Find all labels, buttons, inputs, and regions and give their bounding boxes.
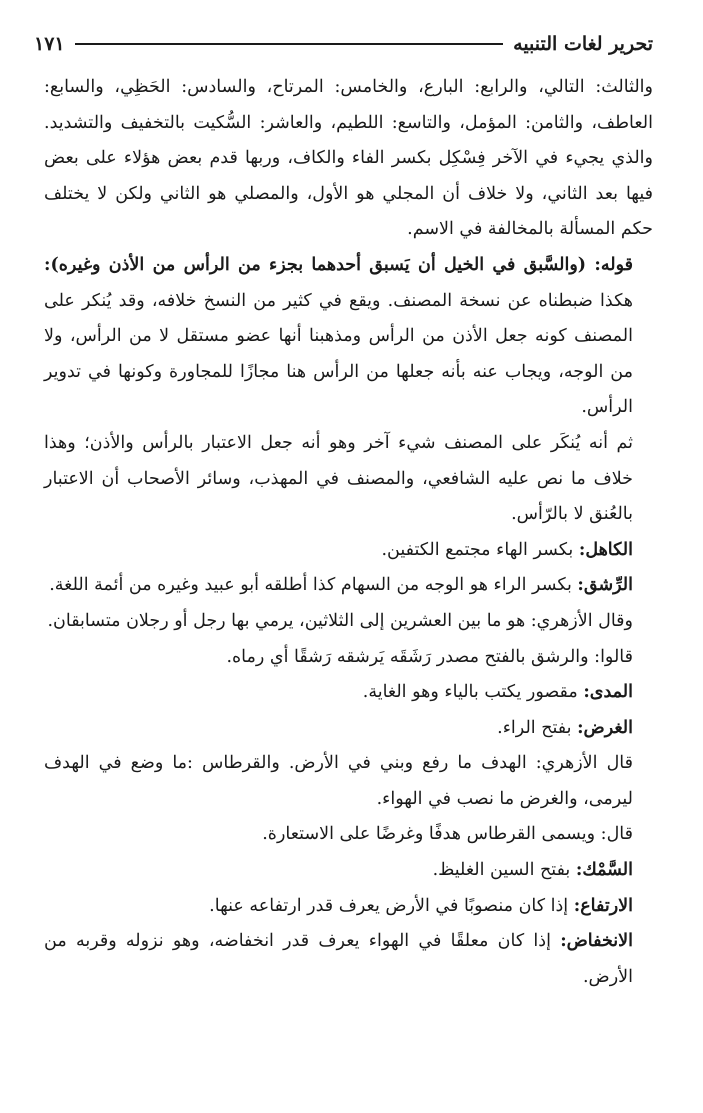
entry-definition: إذا كان منصوبًا في الأرض يعرف قدر ارتفاعه عنها. xyxy=(209,895,574,916)
paragraph-qalu: قالوا: والرشق بالفتح مصدر رَشَقَه يَرشقه رَشقًا أي رماه. xyxy=(226,646,633,667)
entry-term: الارتفاع: xyxy=(573,895,633,916)
entry-definition: إذا كان معلقًا في الهواء يعرف قدر انخفاضه، وهو نزوله وقربه من الأرض. xyxy=(44,931,633,987)
book-title: تحرير لغات التنبيه xyxy=(513,33,653,55)
entry-definition: مقصور يكتب بالياء وهو الغاية. xyxy=(362,682,584,703)
entry-definition: بفتح الراء. xyxy=(497,717,578,738)
page-number: ١٧١ xyxy=(34,33,65,55)
running-header xyxy=(34,26,653,62)
page-body xyxy=(44,70,653,995)
entry-mada xyxy=(44,675,653,711)
header-rule xyxy=(75,43,504,45)
entry-samk xyxy=(44,853,653,889)
paragraph-2 xyxy=(44,248,653,426)
entry-term: الغرض: xyxy=(577,717,633,738)
entry-term: الانخفاض: xyxy=(560,931,633,952)
entry-definition: بكسر الهاء مجتمع الكتفين. xyxy=(381,539,579,560)
entry-term: الرِّشق: xyxy=(577,575,633,596)
paragraph-1: والثالث: التالي، والرابع: البارع، والخامس: المرتاح، والسادس: الحَظِي، والسابع: العاطف، والثامن: المؤمل، والتاسع: اللطيم، والعاشر: السُّكيت بالتخفيف والتشديد. والذي يجيء في الآخر فِسْكِل بكسر الفاء والكاف، وربها قدم بعض هؤلاء على بعض فيها بعد الثاني، ولا خلاف أن المجلي هو الأول، والمصلي هو الثاني ولكن لا يختلف حكم المسألة بالمخالفة في الاسم. xyxy=(44,77,653,240)
quoted-lemma: قوله: (والسَّبق في الخيل أن يَسبق أحدهما بجزء من الرأس من الأذن وغيره): xyxy=(44,254,633,275)
entry-kahil xyxy=(44,533,653,569)
paragraph-azhari-1: وقال الأزهري: هو ما بين العشرين إلى الثلاثين، يرمي بها رجل أو رجلان متسابقان. xyxy=(47,610,633,631)
entry-term: السَّمْك: xyxy=(575,860,633,881)
paragraph-azhari-2: قال الأزهري: الهدف ما رفع وبني في الأرض. والقرطاس :ما وضع في الهدف ليرمى، والغرض ما نصب في الهواء. xyxy=(44,753,633,809)
entry-term: الكاهل: xyxy=(578,539,633,560)
entry-term: المدى: xyxy=(583,682,633,703)
entry-irtifa xyxy=(44,889,653,925)
paragraph-qal: قال: ويسمى القرطاس هدفًا وغرضًا على الاستعارة. xyxy=(262,824,633,845)
entry-inkhifad xyxy=(44,924,653,995)
paragraph-2-text: هكذا ضبطناه عن نسخة المصنف. ويقع في كثير من النسخ خلافه، وقد يُنكر على المصنف كونه جعل الأذن من الرأس ومذهبنا أنها عضو مستقل لا من الرأس، ولا من الوجه، ويجاب عنه بأنه جعلها من الرأس هنا مجازًا للمجاورة وكونها في تدوير الرأس. xyxy=(44,290,633,418)
entry-gharad xyxy=(44,711,653,747)
entry-definition: بفتح السين الغليظ. xyxy=(432,860,576,881)
entry-rishq xyxy=(44,568,653,604)
entry-definition: بكسر الراء هو الوجه من السهام كذا أطلقه أبو عبيد وغيره من أئمة اللغة. xyxy=(49,575,578,596)
paragraph-3: ثم أنه يُنكَر على المصنف شيء آخر وهو أنه جعل الاعتبار بالرأس والأذن؛ وهذا خلاف ما نص عليه الشافعي، والمصنف في المهذب، وسائر الأصحاب أن الاعتبار بالعُنق لا بالرّأس. xyxy=(44,432,633,525)
